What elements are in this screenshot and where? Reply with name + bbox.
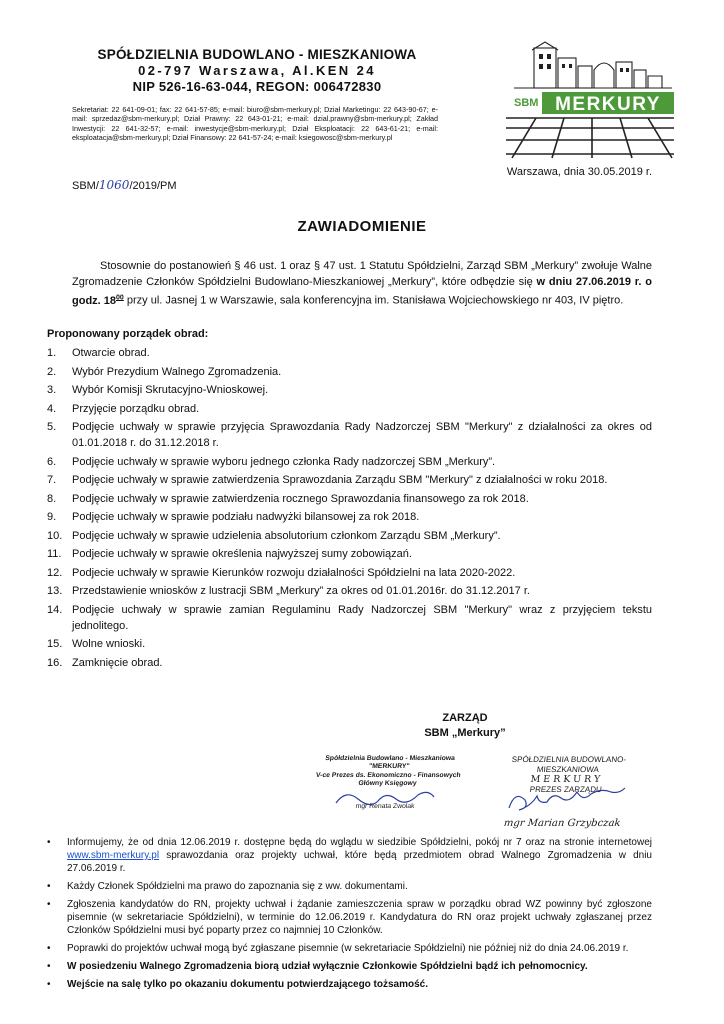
agenda-item-text: Podjecie uchwały w sprawie określenia najwyższej sumy zobowiązań.	[72, 548, 412, 560]
stamp-left-line2: "MERKURY"	[368, 763, 410, 771]
note-item	[47, 898, 652, 937]
agenda-item-number: 1.	[47, 347, 57, 359]
agenda-item	[47, 454, 652, 470]
agenda-item-text: Podjęcie uchwały w sprawie zatwierdzenia Sprawozdania Zarządu SBM "Merkury" z działalności w roku 2018.	[72, 474, 608, 486]
agenda-item	[47, 509, 652, 525]
stamp-right-line3: PREZES ZARZĄDU	[529, 785, 603, 794]
note-item	[47, 942, 652, 955]
agenda-item-text: Podjęcie uchwały w sprawie udzielenia absolutorium członkom Zarządu SBM „Merkury”.	[72, 529, 501, 542]
document-title: ZAWIADOMIENIE	[297, 218, 427, 235]
stamp-left-line4: Główny Księgowy	[357, 780, 417, 788]
agenda-item-text: Przyjęcie porządku obrad.	[72, 402, 200, 415]
reference-prefix: SBM/	[72, 180, 99, 192]
intro-bold-text: w dniu 27.06.2019 r. o godz. 18	[72, 276, 652, 307]
logo-small-text: SBM	[514, 97, 539, 109]
bullet-icon: •	[47, 837, 51, 848]
handwritten-reference-number: 1060	[98, 178, 130, 192]
agenda-item-text: Podjęcie uchwały w sprawie wyboru jednego członka Rady nadzorczej SBM „Merkury”.	[72, 455, 496, 468]
note-text: W posiedzeniu Walnego Zgromadzenia biorą udział wyłącznie Członkowie Spółdzielni bądź ich pełnomocnicy.	[67, 961, 588, 972]
stamp-right-line1: SPÓŁDZIELNIA BUDOWLANO-MIESZKANIOWA	[511, 755, 627, 774]
agenda-item-text: Wolne wnioski.	[72, 638, 146, 650]
agenda-item-text: Podjęcie uchwały w sprawie zamian Regulaminu Rady Nadzorczej SBM "Merkury" wraz z przyjęciem tekstu jednolitego.	[72, 603, 652, 632]
intro-part1: Stosownie do postanowień § 46 ust. 1 oraz § 47 ust. 1 Statutu Spółdzielni, Zarząd SBM „Merkury” zwołuje Walne Zgromadzenie Członków Spółdzielni Budowlano-Mieszkaniowej „Merkury”, które odbędzie się	[72, 260, 652, 288]
note-item	[47, 836, 652, 875]
note-item	[47, 978, 652, 991]
bullet-icon: •	[47, 943, 51, 954]
bullet-icon: •	[47, 881, 51, 892]
board-subtitle: SBM „Merkury”	[424, 727, 506, 739]
agenda-item	[47, 655, 652, 671]
agenda-item-number: 15.	[47, 638, 63, 650]
intro-paragraph	[72, 258, 652, 309]
agenda-item-text: Zamknięcie obrad.	[72, 656, 163, 669]
agenda-item-text: Wybór Prezydium Walnego Zgromadzenia.	[72, 365, 282, 378]
agenda-item-number: 3.	[47, 384, 57, 396]
agenda-title: Proponowany porządek obrad:	[47, 328, 209, 340]
agenda-item	[47, 472, 652, 488]
website-link[interactable]: www.sbm-merkury.pl	[67, 850, 160, 861]
note-item	[47, 960, 652, 973]
logo-big-text: MERKURY	[555, 94, 661, 115]
note-text	[67, 836, 652, 875]
board-title: ZARZĄD	[442, 712, 488, 724]
agenda-item	[47, 602, 652, 634]
agenda-item-text: Podjęcie uchwały w sprawie przyjęcia Sprawozdania Rady Nadzorczej SBM "Merkury" z działalności za okres od 01.01.2018 r. do 31.12.2018 r.	[72, 421, 652, 449]
agenda-item-text: Podjęcie uchwały w sprawie zatwierdzenia rocznego Sprawozdania finansowego za rok 2018.	[72, 492, 529, 505]
agenda-item-number: 4.	[47, 402, 57, 415]
stamp-left-line1: Spółdzielnia Budowlano - Mieszkaniowa	[324, 755, 456, 762]
note-text-post: sprawozdania oraz projekty uchwał, które będą przedmiotem obrad Walnego Zgromadzenia w dniu 27.06.2019 r.	[67, 850, 652, 874]
agenda-item-number: 9.	[47, 511, 57, 523]
agenda-item	[47, 636, 652, 652]
agenda-item-text: Podjęcie uchwały w sprawie podziału nadwyżki bilansowej za rok 2018.	[72, 511, 420, 523]
merkury-logo	[506, 40, 676, 160]
signature-left-icon	[330, 783, 440, 813]
agenda-item-number: 11.	[47, 548, 62, 560]
agenda-item	[47, 565, 652, 581]
organization-name: SPÓŁDZIELNIA BUDOWLANO - MIESZKANIOWA	[97, 47, 417, 62]
contact-details: Sekretariat: 22 641-09-01; fax: 22 641-57-85; e-mail: biuro@sbm-merkury.pl; Dział Marketingu: 22 643-90-67; e-mail: sprzedaz@sbm-merkury.pl; Dział Prawny: 22 643-01-21; e-mail: dzial.prawny@sbm-merkury.pl; Zakład Inwestycji: 22 641-32-57; e-mail: inwestycje@sbm-merkury.pl; Dział Eksploatacji: 22 643-61-21; e-mail: eksploatacja@sbm-merkury.pl; Dział Finansowy: 22 641-57-24; e-mail: ksiegowosc@sbm-merkury.pl	[72, 105, 438, 143]
note-text: Wejście na salę tylko po okazaniu dokumentu potwierdzającego tożsamość.	[67, 979, 429, 990]
intro-part2: przy ul. Jasnej 1 w Warszawie, sala konferencyjna im. Stanisława Wojciechowskiego nr 403, IV piętro.	[123, 294, 624, 307]
stamp-left-line3: V-ce Prezes ds. Ekonomiczno - Finansowych	[315, 771, 462, 779]
stamp-right-name: mgr Marian Grzybczak	[503, 818, 622, 829]
agenda-item	[47, 419, 652, 451]
agenda-item-text: Wybór Komisji Skrutacyjno-Wnioskowej.	[72, 384, 269, 396]
agenda-item-number: 6.	[47, 455, 57, 468]
bullet-icon: •	[47, 899, 51, 910]
bullet-icon: •	[47, 961, 51, 972]
note-item	[47, 880, 652, 893]
agenda-item-number: 7.	[47, 474, 57, 486]
agenda-item	[47, 345, 652, 361]
agenda-item-number: 12.	[47, 566, 63, 579]
board-signature-block	[400, 711, 530, 741]
agenda-item-number: 14.	[47, 603, 63, 616]
agenda-item	[47, 382, 652, 398]
agenda-item-number: 10.	[47, 529, 63, 542]
stamp-left-name: mgr Renata Zwolak	[355, 802, 415, 810]
stamp-right-line2: MERKURY	[529, 774, 604, 785]
organization-nip-regon: NIP 526-16-63-044, REGON: 006472830	[132, 79, 382, 94]
document-date: Warszawa, dnia 30.05.2019 r.	[506, 166, 652, 178]
agenda-item	[47, 491, 652, 507]
note-text: Poprawki do projektów uchwał mogą być zgłaszane pisemnie (w sekretariacie Spółdzielni) nie później niż do dnia 24.06.2019 r.	[67, 943, 629, 954]
agenda-item-text: Przedstawienie wniosków z lustracji SBM „Merkury” za okres od 01.01.2016r. do 31.12.2017 r.	[72, 585, 530, 597]
agenda-item-number: 16.	[47, 656, 63, 669]
reference-suffix: /2019/PM	[129, 180, 177, 192]
reference-number	[72, 178, 177, 192]
agenda-item	[47, 546, 652, 562]
note-text-pre: Informujemy, że od dnia 12.06.2019 r. dostępne będą do wglądu w siedzibie Spółdzielni, pokój nr 7 oraz na stronie internetowej	[67, 837, 652, 848]
agenda-item-number: 13.	[47, 585, 63, 597]
agenda-item-number: 5.	[47, 421, 57, 433]
bullet-icon: •	[47, 979, 51, 990]
agenda-item-text: Otwarcie obrad.	[72, 347, 150, 359]
agenda-item-number: 2.	[47, 365, 57, 378]
signature-right-icon	[505, 786, 635, 818]
agenda-item-number: 8.	[47, 492, 57, 505]
agenda-list	[47, 345, 652, 673]
organization-address: 02-797 Warszawa, Al.KEN 24	[138, 63, 376, 78]
note-text: Zgłoszenia kandydatów do RN, projekty uchwał i żądanie zamieszczenia spraw w porządku obrad WZ powinny być zgłoszone pisemnie (w sekretariacie Spółdzielni), w terminie do 12.06.2019 r. Kandydatura do RN oraz projekt uchwały zgłaszanej przez Członków Spółdzielni musi być poparty przez co najmniej 10 Członków.	[67, 899, 652, 936]
agenda-item	[47, 583, 652, 599]
logo-graphic-icon	[506, 40, 676, 160]
note-text: Każdy Członek Spółdzielni ma prawo do zapoznania się z ww. dokumentami.	[67, 881, 408, 892]
agenda-item-text: Podjecie uchwały w sprawie Kierunków rozwoju działalności Spółdzielni na lata 2020-2022.	[72, 566, 516, 579]
intro-time-minutes: 00	[116, 294, 124, 301]
agenda-item	[47, 364, 652, 380]
agenda-item	[47, 528, 652, 544]
notes-list	[47, 836, 652, 996]
agenda-item	[47, 401, 652, 417]
